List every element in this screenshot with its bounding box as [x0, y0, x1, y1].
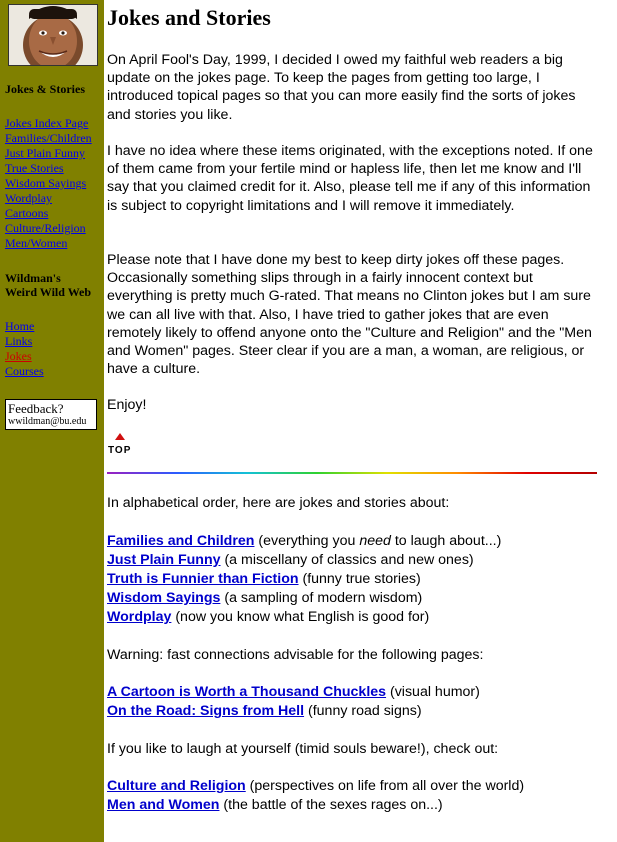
- sidebar-section-links: [5, 116, 92, 251]
- topic-desc: to laugh about...): [390, 533, 502, 549]
- sidebar-site-heading: [5, 271, 91, 299]
- feedback-box[interactable]: [5, 399, 97, 430]
- topic-row: [107, 570, 421, 588]
- top-label: TOP: [108, 445, 132, 455]
- topic-desc: (a miscellany of classics and new ones): [220, 552, 474, 568]
- author-portrait: [8, 4, 98, 66]
- sidebar-link-culture-religion[interactable]: Culture/Religion: [5, 221, 86, 235]
- bandwidth-warning: Warning: fast connections advisable for the following pages:: [107, 647, 484, 663]
- topic-desc: (funny road signs): [304, 703, 422, 719]
- feedback-label: Feedback?: [8, 401, 64, 416]
- self-laugh-note: If you like to laugh at yourself (timid souls beware!), check out:: [107, 741, 499, 757]
- topic-link-truth-funnier[interactable]: Truth is Funnier than Fiction: [107, 571, 299, 587]
- rainbow-divider: [107, 472, 597, 474]
- topic-row: [107, 683, 480, 701]
- sidebar-link-cartoons[interactable]: Cartoons: [5, 206, 49, 220]
- sidebar-link-true-stories[interactable]: True Stories: [5, 161, 64, 175]
- topic-row: [107, 532, 501, 550]
- sidebar-site-heading-line2: Weird Wild Web: [5, 285, 92, 299]
- topic-desc-emphasis: need: [359, 533, 391, 549]
- sidebar-link-wordplay[interactable]: Wordplay: [5, 191, 53, 205]
- arrow-up-icon: [108, 431, 138, 455]
- topic-link-on-the-road[interactable]: On the Road: Signs from Hell: [107, 703, 305, 719]
- topic-row: [107, 608, 429, 626]
- intro-paragraph: On April Fool's Day, 1999, I decided I owed my faithful web readers a big update on the jokes page. To keep the pages from getting too large, I introduced topical pages so that you can more easily find the sorts of jokes and stories you like.: [107, 52, 576, 123]
- topic-row: [107, 589, 422, 607]
- topic-link-wordplay[interactable]: Wordplay: [107, 609, 172, 625]
- topic-link-wisdom-sayings[interactable]: Wisdom Sayings: [107, 590, 221, 606]
- topic-link-just-plain-funny[interactable]: Just Plain Funny: [107, 552, 221, 568]
- topic-desc: (visual humor): [386, 684, 480, 700]
- sidebar-link-men-women[interactable]: Men/Women: [5, 236, 68, 250]
- sidebar-link-just-plain-funny[interactable]: Just Plain Funny: [5, 146, 86, 160]
- content-note-paragraph: Please note that I have done my best to keep dirty jokes off these pages. Occasionally something slips through in a fairly innocent context but everything is pretty much G-rated. That means no Clinton jokes but I am sure we can all live with that. Also, I have tried to gather jokes that are even remotely likely to offend anyone onto the "Culture and Religion" and the "Men and Women" pages. Steer clear if you are a man, a woman, are religious, or have a culture.: [107, 252, 592, 378]
- enjoy-text: Enjoy!: [107, 397, 147, 413]
- sidebar-link-jokes-index[interactable]: Jokes Index Page: [5, 116, 89, 130]
- sidebar-section-heading: Jokes & Stories: [5, 82, 85, 96]
- topic-desc: (perspectives on life from all over the world): [245, 778, 525, 794]
- sidebar-link-home[interactable]: Home: [5, 319, 35, 333]
- topic-desc: (the battle of the sexes rages on...): [219, 797, 443, 813]
- topic-desc: (now you know what English is good for): [171, 609, 430, 625]
- topic-link-men-women[interactable]: Men and Women: [107, 797, 220, 813]
- page-title: Jokes and Stories: [107, 5, 271, 30]
- topic-desc: (everything you: [254, 533, 360, 549]
- sidebar-site-links: [5, 319, 44, 379]
- topic-desc: (funny true stories): [298, 571, 421, 587]
- sidebar-link-wisdom-sayings[interactable]: Wisdom Sayings: [5, 176, 87, 190]
- sidebar-link-links[interactable]: Links: [5, 334, 33, 348]
- topic-link-families-children[interactable]: Families and Children: [107, 533, 255, 549]
- credits-paragraph: I have no idea where these items originated, with the exceptions noted. If one of them came from your fertile mind or hapless life, then let me know and I'll say that you claimed credit for it. Also, please tell me if any of this information is subject to copyright limitations and I will remove it immediately.: [107, 143, 593, 214]
- sidebar: [0, 0, 104, 842]
- topic-row: [107, 796, 443, 814]
- topics-intro: In alphabetical order, here are jokes and stories about:: [107, 495, 450, 511]
- sidebar-link-courses[interactable]: Courses: [5, 364, 44, 378]
- topic-row: [107, 777, 524, 795]
- topic-link-culture-religion[interactable]: Culture and Religion: [107, 778, 246, 794]
- topic-row: [107, 702, 422, 720]
- topic-link-cartoon[interactable]: A Cartoon is Worth a Thousand Chuckles: [107, 684, 387, 700]
- sidebar-link-jokes[interactable]: Jokes: [5, 349, 32, 363]
- sidebar-link-families-children[interactable]: Families/Children: [5, 131, 92, 145]
- top-link[interactable]: [108, 431, 138, 455]
- feedback-email[interactable]: wwildman@bu.edu: [8, 416, 87, 427]
- sidebar-site-heading-line1: Wildman's: [5, 271, 61, 285]
- topic-row: [107, 551, 474, 569]
- topic-desc: (a sampling of modern wisdom): [220, 590, 423, 606]
